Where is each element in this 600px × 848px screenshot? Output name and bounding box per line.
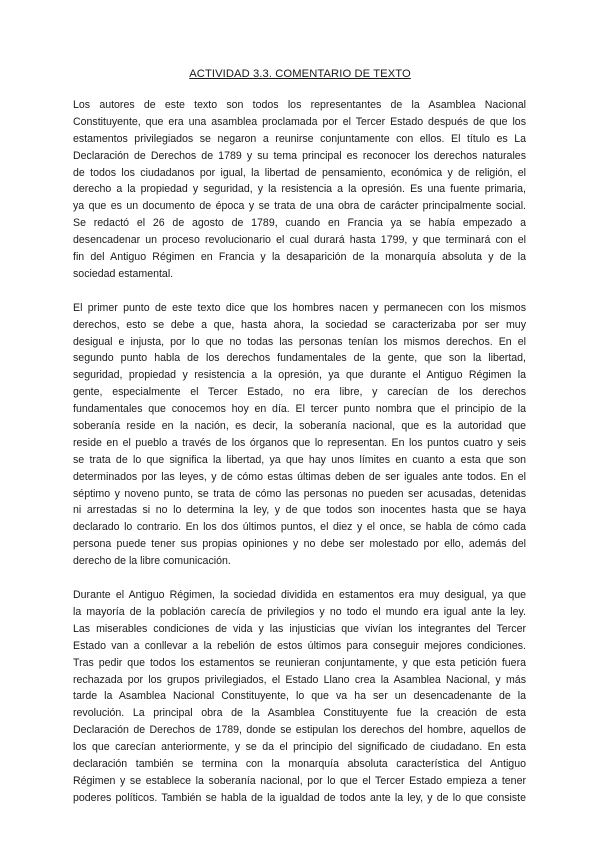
- text-line: tarde la Asamblea Nacional Constituyente, lo que va ha ser un desencadenante de la: [73, 690, 526, 703]
- text-line: fundamentales que conocemos hoy en día. El tercer punto nombra que el principio de la: [73, 403, 526, 416]
- paragraph-2: [73, 300, 526, 570]
- text-line: gente, especialmente el Tercer Estado, no era libre, y carecían de los derechos: [73, 386, 526, 399]
- paragraph-1: [73, 97, 526, 283]
- text-line: Régimen y se establece la soberanía nacional, por lo que el Tercer Estado empieza a tener: [73, 774, 526, 787]
- text-line: los que carecían anteriormente, y se da el principio del significado de ciudadano. En esta: [73, 741, 526, 754]
- text-line: segundo punto habla de los derechos fundamentales de la gente, que son la libertad,: [73, 352, 526, 365]
- text-line: la mayoría de la población carecía de privilegios y no todo el mundo era igual ante la ley.: [73, 605, 526, 618]
- text-line: estamentos privilegiados se negaron a reunirse conjuntamente con ellos. El título es La: [73, 132, 526, 145]
- text-line: desencadenar un proceso revolucionario el cual durará hasta 1799, y que terminará con el: [73, 234, 526, 247]
- paragraph-3: [73, 587, 526, 807]
- text-line: reside en el pueblo a través de los órganos que lo representan. En los puntos cuatro y seis: [73, 436, 526, 449]
- text-line: sociedad estamental.: [73, 267, 174, 280]
- text-line: se trata de lo que significa la libertad, ya que hay unos límites en cuanto a esta que son: [73, 453, 526, 466]
- text-line: revolución. La principal obra de la Asamblea Constituyente fue la creación de esta: [73, 707, 526, 720]
- text-line: Los autores de este texto son todos los representantes de la Asamblea Nacional: [73, 99, 526, 111]
- document-body: [73, 97, 526, 824]
- text-line: desigual e injusta, por lo que no todas las personas tenían los mismos derechos. En el: [73, 335, 526, 348]
- text-line: Declaración de Derechos de 1789 y su tema principal es reconocer los derechos naturales: [73, 149, 526, 162]
- text-line: seguridad, propiedad y resistencia a la opresión, ya que durante el Antiguo Régimen la: [73, 369, 526, 382]
- text-line: de todos los ciudadanos por igual, la libertad de pensamiento, económica y de religión, el: [73, 166, 526, 179]
- text-line: Estado van a conllevar a la rebelión de estos últimos para conseguir mejores condiciones.: [73, 639, 526, 652]
- text-line: derechos, esto se debe a que, hasta ahora, la sociedad se caracterizaba por ser muy: [73, 318, 526, 331]
- text-line: Durante el Antiguo Régimen, la sociedad dividida en estamentos era muy desigual, ya que: [73, 589, 526, 602]
- text-line: Constituyente, que era una asamblea proclamada por el Tercer Estado después de que los: [73, 115, 526, 128]
- text-line: Se redactó el 26 de agosto de 1789, cuando en Francia ya se había empezado a: [73, 217, 526, 230]
- text-line: soberanía reside en la nación, es decir, la soberanía nacional, que es la autoridad que: [73, 420, 526, 433]
- text-line: determinados por las leyes, y de cómo estas últimas deben de ser iguales ante todos. En el: [73, 470, 526, 483]
- text-line: poderes políticos. También se habla de la igualdad de todos ante la ley, y de lo que consiste: [73, 791, 526, 804]
- text-line: declarado lo contrario. En los dos últimos puntos, el diez y el once, se habla de cómo cada: [73, 521, 526, 534]
- text-line: séptimo y noveno punto, se trata de cómo las personas no pueden ser acusadas, detenidas: [73, 487, 526, 500]
- text-line: rechazada por los grupos privilegiados, el Estado Llano crea la Asamblea Nacional, y más: [73, 673, 526, 686]
- text-line: declaración también se termina con la monarquía absoluta característica del Antiguo: [73, 757, 526, 770]
- text-line: derecho de la libre comunicación.: [73, 555, 231, 568]
- text-line: fin del Antiguo Régimen en Francia y la desaparición de la monarquía absoluta y de la: [73, 251, 526, 264]
- text-line: Tras pedir que todos los estamentos se reunieran conjuntamente, y que esta petición fuera: [73, 656, 526, 669]
- document-title: ACTIVIDAD 3.3. COMENTARIO DE TEXTO: [189, 68, 411, 80]
- text-line: derecho a la propiedad y seguridad, y la resistencia a la opresión. Es una fuente primaria,: [73, 183, 526, 196]
- text-line: ni arrestadas si no lo determina la ley, y de que todos son inocentes hasta que se haya: [73, 504, 526, 517]
- text-line: ya que es un documento de época y se trata de una obra de carácter principalmente social.: [73, 200, 526, 213]
- text-line: El primer punto de este texto dice que los hombres nacen y permanecen con los mismos: [73, 301, 526, 314]
- text-line: Las miserables condiciones de vida y las injusticias que vivían los integrantes del Tercer: [73, 622, 526, 635]
- text-line: Declaración de Derechos de 1789, donde se estipulan los derechos del hombre, aquellos de: [73, 724, 526, 737]
- text-line: persona puede tener sus propias opiniones y no debe ser molestado por ello, además del: [73, 538, 526, 551]
